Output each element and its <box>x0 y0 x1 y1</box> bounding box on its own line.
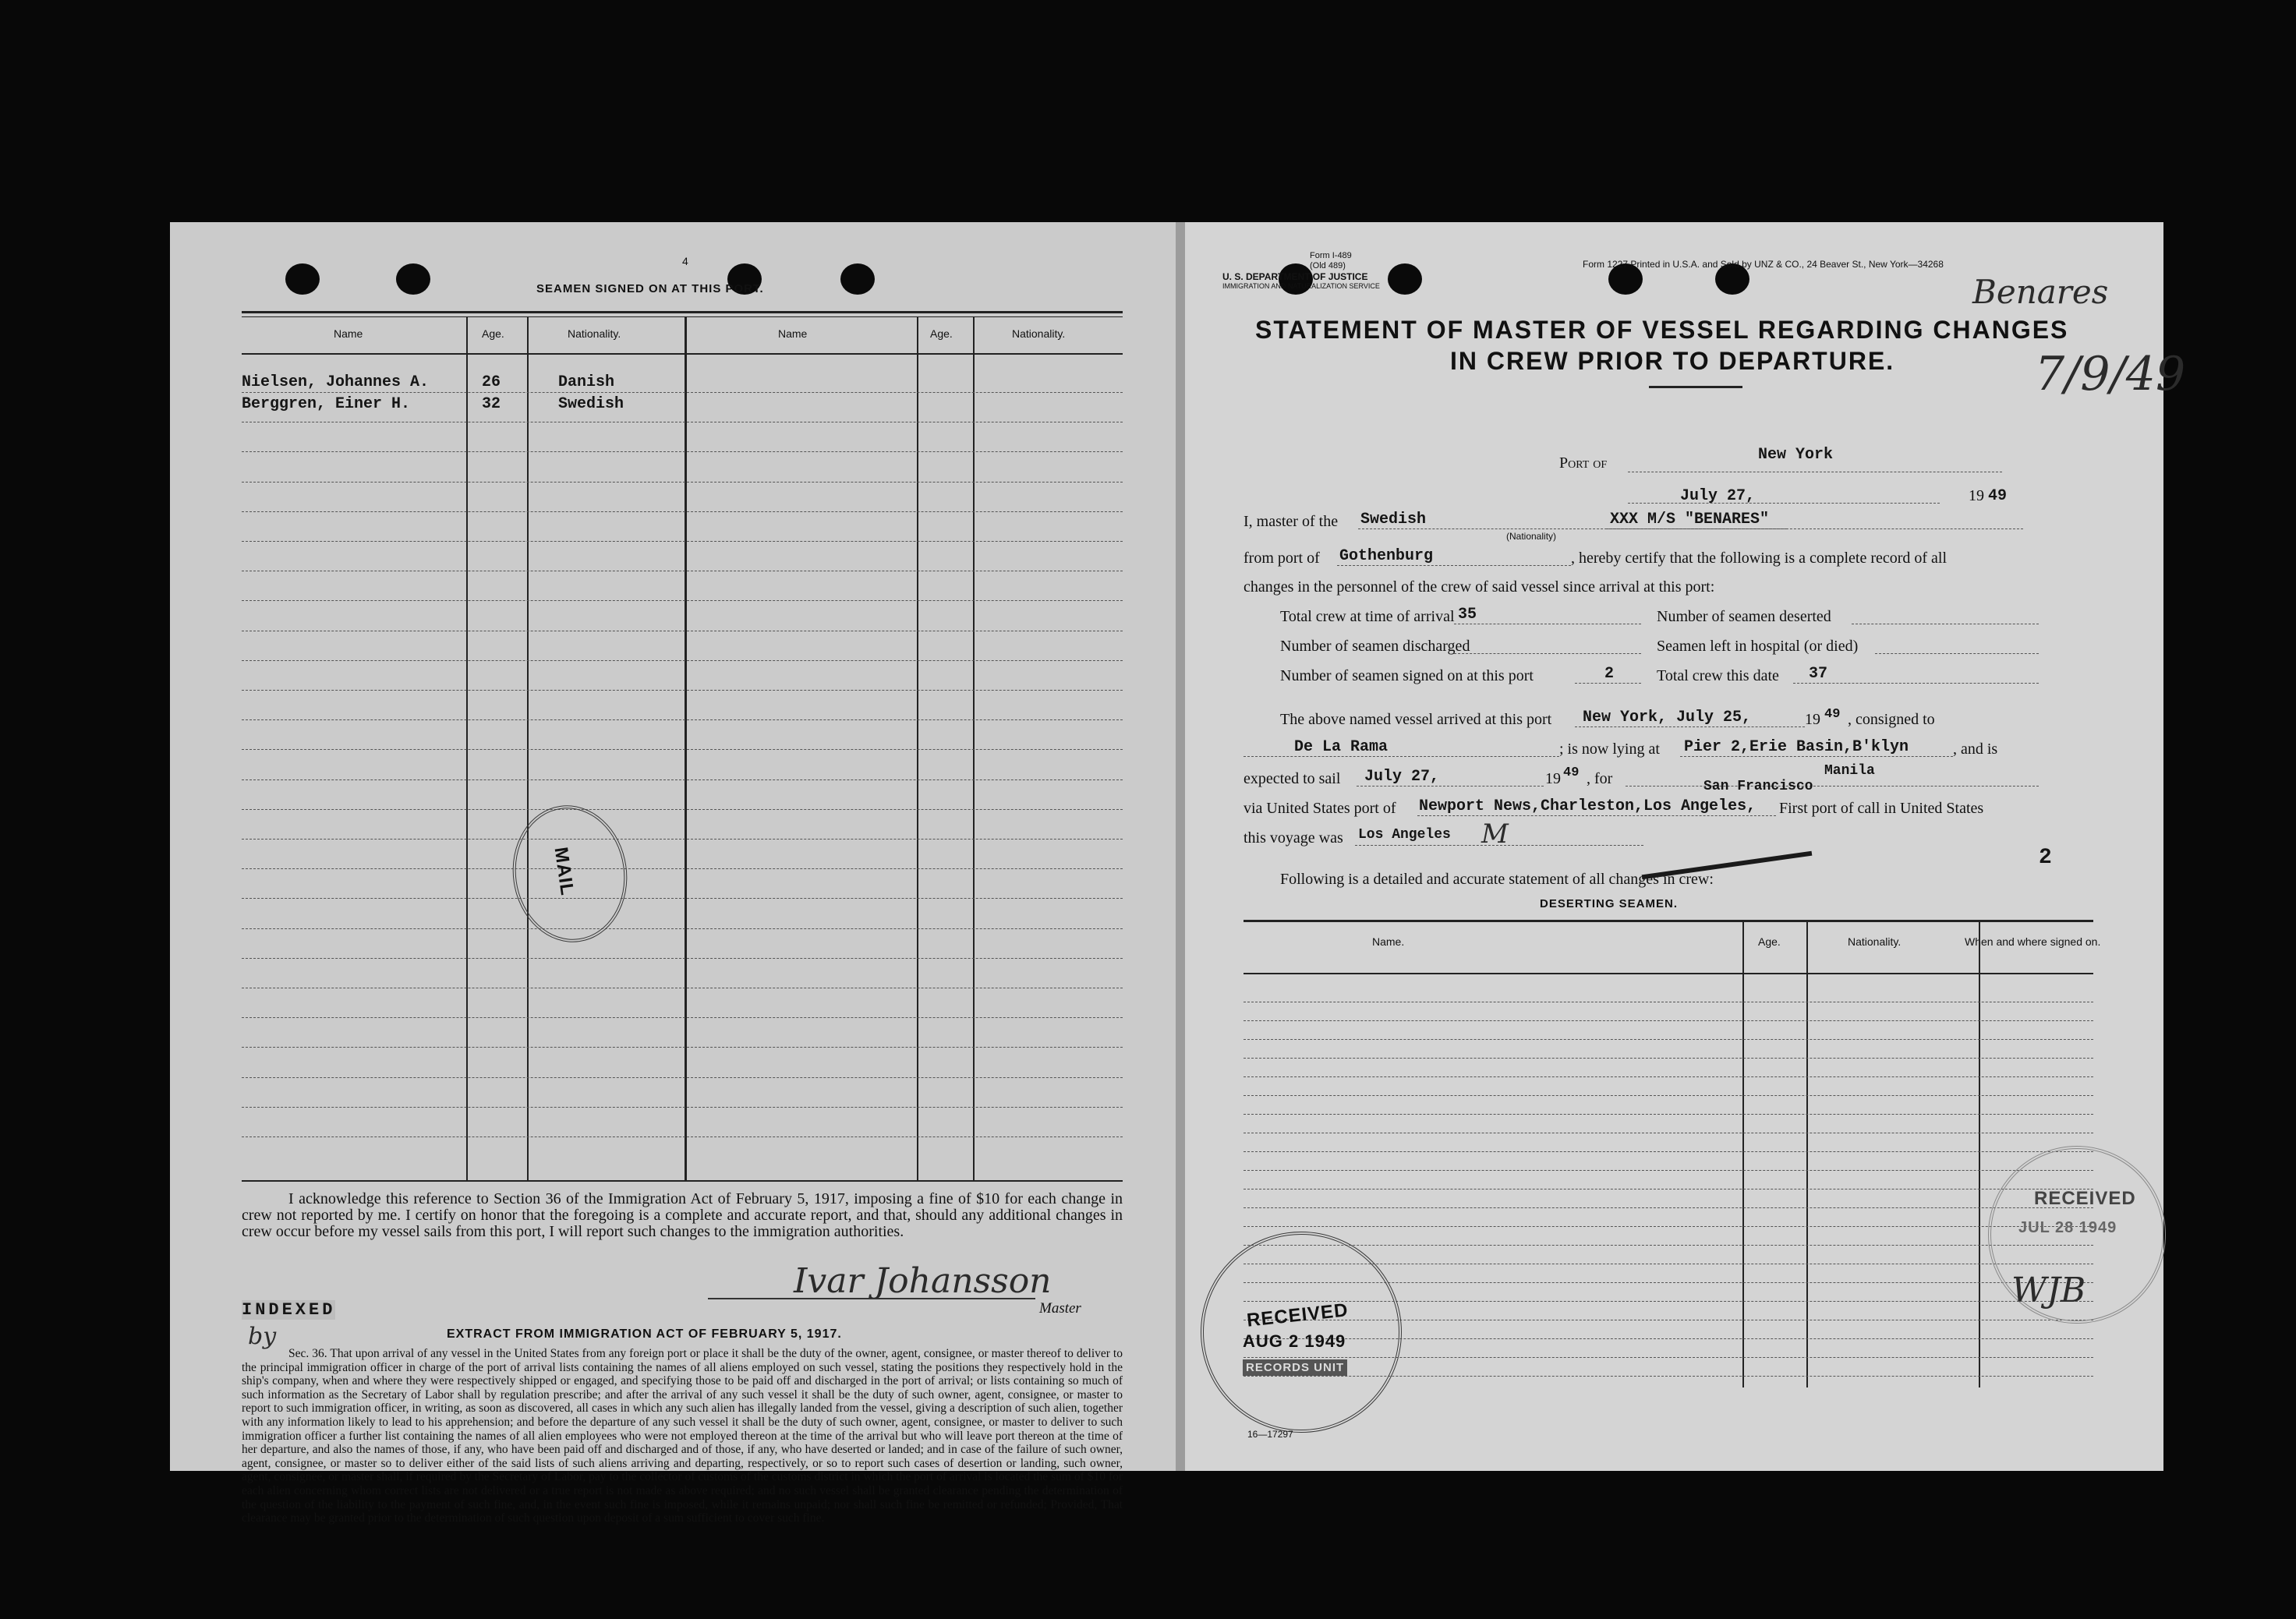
by-label: by <box>248 1323 277 1350</box>
deserting-divider <box>1979 920 1980 1387</box>
received-stamp-2-date: JUL 28 1949 <box>2018 1219 2117 1236</box>
table-row-line <box>242 928 1123 929</box>
deserting-divider <box>1806 920 1808 1387</box>
signature-line <box>708 1298 1035 1299</box>
table-row-line <box>242 749 1123 750</box>
deserting-row-line <box>1244 1245 2093 1246</box>
total-arrival-value: 35 <box>1458 606 1477 624</box>
and-is-text: , and is <box>1953 741 1998 758</box>
form-number: Form I-489 <box>1310 251 1352 260</box>
table-row-line <box>242 660 1123 661</box>
total-arrival-label: Total crew at time of arrival <box>1280 608 1455 625</box>
discharged-label: Number of seamen discharged <box>1280 638 1470 655</box>
table-row-line <box>242 719 1123 720</box>
deserting-top-rule <box>1244 920 2093 922</box>
expected-label: expected to sail <box>1244 770 1341 787</box>
deserting-row-line <box>1244 1058 2093 1059</box>
punch-hole <box>840 263 875 295</box>
col-nationality-2: Nationality. <box>1012 327 1066 340</box>
expected-line <box>1357 786 1544 787</box>
handwritten-date: 7/9/49 <box>2035 347 2186 401</box>
table-row-line <box>242 1077 1123 1078</box>
nationality-value: Swedish <box>1360 511 1427 528</box>
lying-line <box>1680 756 1953 757</box>
table-row-line <box>242 511 1123 512</box>
vessel-value: XXX M/S "BENARES" <box>1610 511 1770 528</box>
received-stamp-1-date: AUG 2 1949 <box>1243 1331 1346 1351</box>
total-date-value: 37 <box>1809 665 1828 683</box>
deserting-row-line <box>1244 1039 2093 1040</box>
deserting-row-line <box>1244 1170 2093 1171</box>
deserting-col-name: Name. <box>1372 935 1405 948</box>
row-2-age: 32 <box>482 395 501 413</box>
arrived-year-prefix: 19 <box>1805 711 1820 728</box>
signed-on-label: Number of seamen signed on at this port <box>1280 667 1534 684</box>
page-number: 4 <box>682 255 688 267</box>
table-bottom-rule <box>242 1180 1123 1182</box>
master-label: Master <box>1039 1300 1081 1317</box>
hospital-label: Seamen left in hospital (or died) <box>1657 638 1859 655</box>
deserting-col-age: Age. <box>1758 935 1781 948</box>
table-row-line <box>242 392 1123 393</box>
records-unit-label: RECORDS UNIT <box>1243 1359 1347 1376</box>
mail-postmark <box>504 798 635 950</box>
indexed-stamp: INDEXED <box>242 1300 336 1320</box>
vessel-line <box>1606 528 2023 529</box>
year-value: 49 <box>1988 487 2008 505</box>
table-row-line <box>242 839 1123 840</box>
extract-body <box>242 1347 1123 1525</box>
voyage-initials: M <box>1481 818 1509 850</box>
arrived-line <box>1575 726 1805 727</box>
certify-text: , hereby certify that the following is a complete record of all <box>1571 550 1948 567</box>
col-divider <box>466 316 468 1180</box>
handwritten-initials: WJB <box>2011 1271 2086 1310</box>
table-header-rule <box>242 353 1123 355</box>
extract-section-label: Sec. 36. <box>288 1347 327 1360</box>
date-value: July 27, <box>1680 487 1756 505</box>
port-label: Port of <box>1559 454 1608 472</box>
table-row-line <box>242 451 1123 452</box>
arrived-text: The above named vessel arrived at this port <box>1280 711 1552 728</box>
col-age-2: Age. <box>930 327 953 340</box>
document-sheet <box>170 222 2186 1525</box>
printer-line: Form 1227 Printed in U.S.A. and Sold by UNZ & CO., 24 Beaver St., New York—34268 <box>1583 259 1944 270</box>
punch-hole <box>1388 263 1422 295</box>
deserted-label: Number of seamen deserted <box>1657 608 1831 625</box>
deserting-row-line <box>1244 1076 2093 1077</box>
for-value-2: San Francisco <box>1703 779 1813 794</box>
service: IMMIGRATION AND NATURALIZATION SERVICE <box>1222 282 1380 290</box>
right-page <box>1185 222 2186 1471</box>
table-row-line <box>242 1017 1123 1018</box>
port-value: New York <box>1758 446 1834 464</box>
expected-year-prefix: 19 <box>1545 770 1561 787</box>
total-date-line <box>1793 683 2039 684</box>
deserting-col-nationality: Nationality. <box>1848 935 1902 948</box>
punch-hole <box>285 263 320 295</box>
consignee-value: De La Rama <box>1294 738 1389 756</box>
signed-on-line <box>1575 683 1641 684</box>
table-row-line <box>242 482 1123 483</box>
row-2-name: Berggren, Einer H. <box>242 395 411 413</box>
scribble-mark <box>1642 851 1813 880</box>
following-text: Following is a detailed and accurate statement of all changes in crew: <box>1280 871 1714 888</box>
via-line <box>1417 815 1776 816</box>
arrived-value: New York, July 25, <box>1583 709 1752 726</box>
row-1-name: Nielsen, Johannes A. <box>242 373 430 391</box>
extract-title: EXTRACT FROM IMMIGRATION ACT OF FEBRUARY 5, 1917. <box>447 1327 842 1341</box>
lying-value: Pier 2,Erie Basin,B'klyn <box>1684 738 1909 756</box>
table-top-rule <box>242 311 1123 313</box>
received-stamp-1-text: RECEIVED <box>1245 1299 1350 1331</box>
row-2-nationality: Swedish <box>558 395 624 413</box>
changes-text: changes in the personnel of the crew of said vessel since arrival at this port: <box>1244 578 1715 596</box>
deserting-header-rule <box>1244 973 2093 974</box>
table-row-line <box>242 600 1123 601</box>
deserting-row-line <box>1244 1151 2093 1152</box>
consignee-line <box>1244 756 1559 757</box>
col-divider <box>685 316 687 1180</box>
punch-hole <box>396 263 430 295</box>
received-stamp-records-unit <box>1201 1232 1402 1433</box>
col-divider <box>917 316 918 1180</box>
via-value: Newport News,Charleston,Los Angeles, <box>1419 797 1756 815</box>
table-row-line <box>242 690 1123 691</box>
col-divider <box>973 316 975 1180</box>
mail-stamp-text: MAIL <box>550 846 578 897</box>
deserting-title: DESERTING SEAMEN. <box>1540 897 1679 910</box>
title-underline <box>1649 386 1742 388</box>
form-footer: 16—17297 <box>1247 1429 1293 1440</box>
year-prefix: 19 <box>1969 487 1984 504</box>
col-divider <box>527 316 529 1180</box>
table-row-line <box>242 868 1123 869</box>
total-date-label: Total crew this date <box>1657 667 1779 684</box>
deserting-divider <box>1742 920 1744 1387</box>
date-line <box>1628 503 1940 504</box>
form-title-1: STATEMENT OF MASTER OF VESSEL REGARDING CHANGES <box>1255 316 2069 344</box>
signed-on-value: 2 <box>1604 665 1615 683</box>
table-row-line <box>242 1047 1123 1048</box>
voyage-label: this voyage was <box>1244 829 1343 847</box>
expected-year: 49 <box>1563 765 1580 780</box>
row-1-age: 26 <box>482 373 501 391</box>
deserting-col-when-where: When and where signed on. <box>1965 935 2101 948</box>
master-signature: Ivar Johansson <box>794 1261 1052 1301</box>
expected-value: July 27, <box>1364 768 1440 786</box>
for-line <box>1626 786 2039 787</box>
extract-text: That upon arrival of any vessel in the United States from any foreign port or place it shall be the duty of the owner, agent, consignee, or master thereof to deliver to the principal immigration officer in charge of the port of arrival lists containing the names of all aliens employed on such vessel, stating the positions they respectively hold in the ship's company, when and where they were respectively shipped or engaged, and specifying those to be paid off and discharged in the port of arrival; or lists containing so much of such information as the Secretary of Labor shall by regulation prescribe; and after the arrival of any such vessel it shall be the duty of such owner, agent, consignee, or master to report to such immigration officer, in writing, as soon as discovered, all cases in which any such alien has illegally landed from the vessel, giving a description of such alien, together with any information likely to lead to his apprehension; and before the departure of any such vessel it shall be the duty of such owner, agent, consignee, or master to deliver to such immigration officer a further list containing the names of all alien employees who were not employed thereon at the time of the arrival but who will leave port thereon at the time of her departure, and also the names of those, if any, who have been paid off and discharged and of those, if any, who have deserted or landed; and in case of the failure of such owner, agent, consignee, or master so to deliver either of the said lists of such aliens arriving and departing, respectively, or so to report such cases of desertion or landing, such owner, agent, consignee, or master shall, if required by the Secretary of Labor, pay to the collector of customs of the customs district in which the port of arrival is located the sum of $10 for each alien concerning whom correct lists are not delivered or a true report is not made as above required; and no such vessel shall be granted clearance pending the determination of the question of the liability to the payment of such fine, and, in the event such fine is imposed, while it remains unpaid; nor shall such fine be remitted or refunded; Provided, That clearance may be granted prior to the determination of such question upon deposit of a sum sufficient to cover such fine. <box>242 1347 1123 1525</box>
for-value: Manila <box>1824 763 1875 779</box>
deserting-row-line <box>1244 1207 2093 1208</box>
department: U. S. DEPARTMENT OF JUSTICE <box>1222 271 1368 282</box>
hospital-line <box>1875 653 2039 654</box>
section-title: SEAMEN SIGNED ON AT THIS PORT. <box>536 282 764 295</box>
from-port-line <box>1337 565 1571 566</box>
via-label: via United States port of <box>1244 800 1396 817</box>
table-top-rule-2 <box>242 316 1123 317</box>
row-1-nationality: Danish <box>558 373 615 391</box>
handwritten-ship-name: Benares <box>1972 273 2109 311</box>
col-nationality-1: Nationality. <box>568 327 621 340</box>
deserting-row-line <box>1244 1226 2093 1227</box>
deserting-row-line <box>1244 1020 2093 1021</box>
nationality-caption: (Nationality) <box>1506 531 1557 542</box>
col-name-2: Name <box>778 327 808 340</box>
received-stamp-2-text: RECEIVED <box>2034 1188 2136 1209</box>
consigned-text: , consigned to <box>1848 711 1935 728</box>
form-old: (Old 489) <box>1310 261 1346 270</box>
table-row-line <box>242 1107 1123 1108</box>
discharged-line <box>1454 653 1641 654</box>
page-fold <box>1176 222 1185 1471</box>
arrived-year: 49 <box>1824 707 1841 722</box>
table-row-line <box>242 958 1123 959</box>
table-row-line <box>242 809 1123 810</box>
lying-text: ; is now lying at <box>1559 741 1660 758</box>
col-age-1: Age. <box>482 327 504 340</box>
deserting-row-line <box>1244 1114 2093 1115</box>
from-port-label: from port of <box>1244 550 1320 567</box>
table-row-line <box>242 541 1123 542</box>
table-row-line <box>242 779 1123 780</box>
table-row-line <box>242 1136 1123 1137</box>
first-port-text: First port of call in United States <box>1779 800 1984 817</box>
master-of-label: I, master of the <box>1244 513 1339 530</box>
deserting-row-line <box>1244 1189 2093 1190</box>
col-name-1: Name <box>334 327 363 340</box>
form-title-2: IN CREW PRIOR TO DEPARTURE. <box>1450 347 1895 375</box>
left-page <box>170 222 1176 1525</box>
page-count: 2 <box>2039 846 2052 870</box>
for-label: , for <box>1587 770 1613 787</box>
from-port-value: Gothenburg <box>1339 547 1434 565</box>
deserting-row-line <box>1244 1095 2093 1096</box>
table-row-line <box>242 898 1123 899</box>
voyage-value: Los Angeles <box>1358 827 1451 843</box>
acknowledgement-text: I acknowledge this reference to Section 36 of the Immigration Act of February 5, 1917, imposing a fine of $10 for each change in crew not reported by me. I certify on honor that the foregoing is a complete and accurate report, and that, should any additional changes in crew occur before my vessel sails from this port, I will report such changes to the immigration authorities. <box>242 1190 1123 1240</box>
